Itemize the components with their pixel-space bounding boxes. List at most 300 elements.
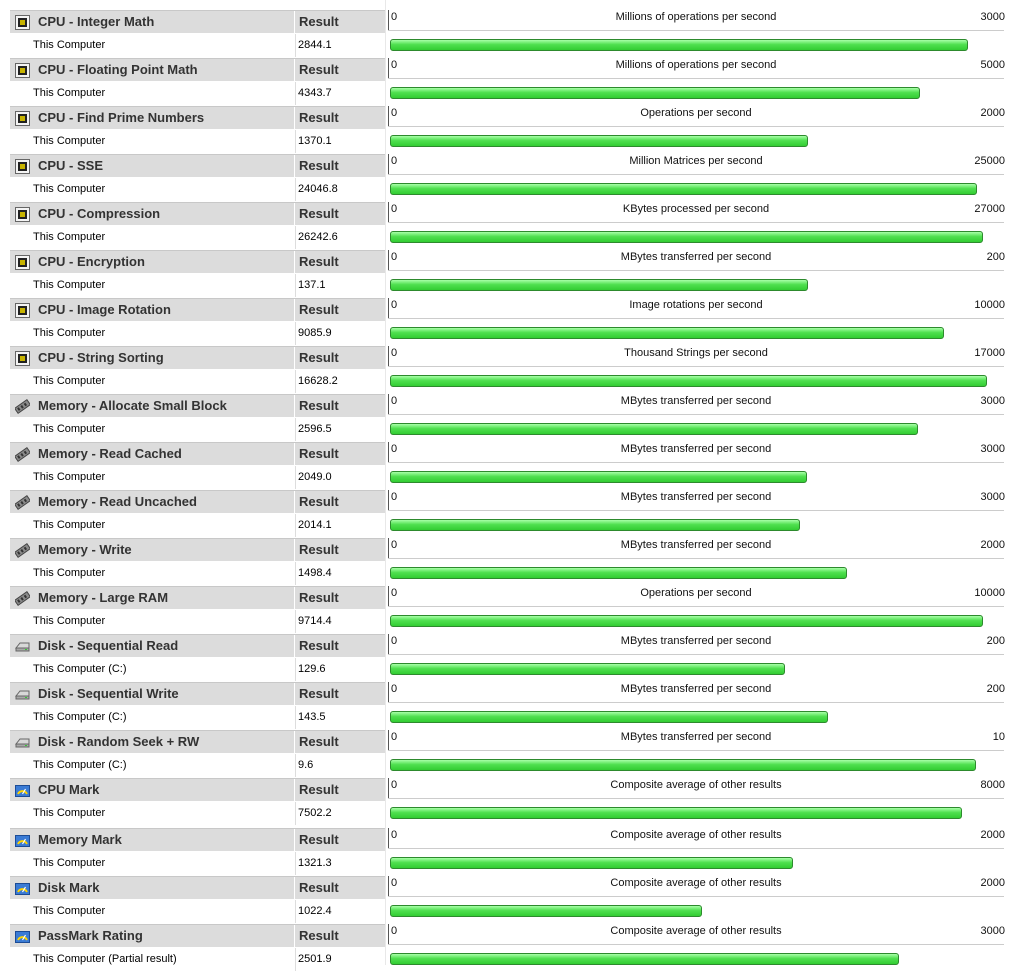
cpu-chip-icon [15, 159, 30, 174]
cell-divider [295, 562, 296, 585]
result-subject: This Computer (C:) [33, 663, 127, 675]
test-header[interactable] [10, 682, 385, 705]
result-value: 7502.2 [298, 807, 332, 819]
memory-stick-icon [15, 591, 30, 606]
cell-divider [295, 274, 296, 297]
memory-stick-icon [15, 495, 30, 510]
benchmark-row [0, 250, 1024, 298]
test-name-cell [10, 251, 295, 274]
result-bar-chart [387, 730, 1017, 778]
test-header[interactable] [10, 298, 385, 321]
chart-baseline [388, 222, 1004, 223]
chart-baseline [388, 558, 1004, 559]
test-name: Memory - Large RAM [38, 590, 169, 605]
test-name: Disk - Sequential Write [38, 686, 179, 701]
mark-gauge-icon [15, 833, 30, 848]
scale-max-label: 2000 [980, 539, 1005, 551]
benchmark-row [0, 154, 1024, 202]
result-bar [390, 759, 976, 771]
mark-gauge-icon [15, 929, 30, 944]
result-bar-chart [387, 250, 1017, 298]
chart-baseline [388, 270, 1004, 271]
benchmark-row [0, 106, 1024, 154]
result-subject: This Computer [33, 39, 106, 51]
test-header[interactable] [10, 346, 385, 369]
result-row [10, 34, 385, 57]
test-header[interactable] [10, 490, 385, 513]
result-bar-chart [387, 778, 1017, 826]
chart-baseline [388, 462, 1004, 463]
result-column-label: Result [299, 350, 339, 365]
result-subject: This Computer [33, 327, 106, 339]
cell-divider [295, 948, 296, 971]
scale-min-label: 0 [391, 925, 398, 937]
result-row [10, 802, 385, 825]
chart-baseline [388, 78, 1004, 79]
scale-unit-label: Composite average of other results [610, 877, 782, 889]
result-bar-chart [387, 154, 1017, 202]
test-name: CPU - Compression [38, 206, 161, 221]
result-row [10, 370, 385, 393]
result-bar [390, 615, 983, 627]
chart-baseline [388, 510, 1004, 511]
result-column-label: Result [299, 880, 339, 895]
test-name: Disk - Sequential Read [38, 638, 179, 653]
test-name-cell [10, 107, 295, 130]
test-name: Disk Mark [38, 880, 100, 895]
scale-unit-label: MBytes transferred per second [620, 491, 772, 503]
test-name-cell [10, 203, 295, 226]
result-value: 1321.3 [298, 857, 332, 869]
cell-divider [295, 418, 296, 441]
test-name-cell [10, 491, 295, 514]
test-header[interactable] [10, 394, 385, 417]
result-row [10, 948, 385, 971]
cell-divider [295, 370, 296, 393]
result-bar [390, 567, 847, 579]
test-header[interactable] [10, 924, 385, 947]
test-name-cell [10, 347, 295, 370]
result-row [10, 852, 385, 875]
scale-min-label: 0 [391, 539, 398, 551]
result-bar-chart [387, 876, 1017, 924]
memory-stick-icon [15, 543, 30, 558]
cell-divider [295, 226, 296, 249]
result-bar-chart [387, 586, 1017, 634]
result-subject: This Computer [33, 135, 106, 147]
scale-unit-label: Composite average of other results [610, 829, 782, 841]
result-subject: This Computer [33, 375, 106, 387]
scale-unit-label: Operations per second [640, 107, 752, 119]
result-subject: This Computer [33, 471, 106, 483]
scale-max-label: 27000 [974, 203, 1005, 215]
result-row [10, 322, 385, 345]
result-bar [390, 135, 808, 147]
chart-baseline [388, 126, 1004, 127]
memory-stick-icon [15, 399, 30, 414]
test-name-cell [10, 155, 295, 178]
scale-max-label: 2000 [980, 829, 1005, 841]
test-name-cell [10, 779, 295, 802]
test-header[interactable] [10, 538, 385, 561]
result-bar-chart [387, 202, 1017, 250]
scale-max-label: 10 [992, 731, 1005, 743]
benchmark-row [0, 346, 1024, 394]
mark-gauge-icon [15, 783, 30, 798]
result-value: 9714.4 [298, 615, 332, 627]
chart-baseline [388, 174, 1004, 175]
test-name-cell [10, 683, 295, 706]
test-name: Memory - Write [38, 542, 132, 557]
result-row [10, 178, 385, 201]
test-header[interactable] [10, 202, 385, 225]
result-column-label: Result [299, 398, 339, 413]
scale-min-label: 0 [391, 347, 398, 359]
result-value: 2014.1 [298, 519, 332, 531]
chart-baseline [388, 896, 1004, 897]
scale-unit-label: Composite average of other results [610, 779, 782, 791]
result-subject: This Computer [33, 183, 106, 195]
test-name-cell [10, 829, 295, 852]
result-value: 2596.5 [298, 423, 332, 435]
scale-max-label: 5000 [980, 59, 1005, 71]
benchmark-row [0, 538, 1024, 586]
test-name-cell [10, 587, 295, 610]
result-bar [390, 519, 800, 531]
cell-divider [295, 466, 296, 489]
test-name: CPU - SSE [38, 158, 104, 173]
cell-divider [295, 178, 296, 201]
result-value: 4343.7 [298, 87, 332, 99]
test-header[interactable] [10, 634, 385, 657]
test-name: Disk - Random Seek + RW [38, 734, 200, 749]
result-value: 129.6 [298, 663, 326, 675]
disk-drive-icon [15, 735, 30, 750]
result-bar-chart [387, 682, 1017, 730]
scale-max-label: 2000 [980, 107, 1005, 119]
cell-divider [295, 34, 296, 57]
test-name-cell [10, 539, 295, 562]
result-bar [390, 711, 828, 723]
scale-min-label: 0 [391, 731, 398, 743]
result-row [10, 418, 385, 441]
benchmark-row [0, 394, 1024, 442]
result-value: 2049.0 [298, 471, 332, 483]
scale-min-label: 0 [391, 59, 398, 71]
scale-max-label: 3000 [980, 925, 1005, 937]
scale-min-label: 0 [391, 779, 398, 791]
test-name-cell [10, 925, 295, 948]
chart-baseline [388, 702, 1004, 703]
result-value: 1498.4 [298, 567, 332, 579]
result-bar-chart [387, 924, 1017, 972]
cell-divider [295, 610, 296, 633]
result-row [10, 562, 385, 585]
result-row [10, 658, 385, 681]
scale-unit-label: MBytes transferred per second [620, 683, 772, 695]
test-name-cell [10, 59, 295, 82]
test-header[interactable] [10, 876, 385, 899]
scale-min-label: 0 [391, 829, 398, 841]
scale-unit-label: MBytes transferred per second [620, 443, 772, 455]
scale-min-label: 0 [391, 107, 398, 119]
scale-unit-label: MBytes transferred per second [620, 395, 772, 407]
result-subject: This Computer (C:) [33, 759, 127, 771]
test-header[interactable] [10, 106, 385, 129]
result-column-label: Result [299, 638, 339, 653]
scale-unit-label: MBytes transferred per second [620, 251, 772, 263]
scale-max-label: 8000 [980, 779, 1005, 791]
scale-max-label: 3000 [980, 11, 1005, 23]
result-subject: This Computer [33, 567, 106, 579]
scale-max-label: 17000 [974, 347, 1005, 359]
test-header[interactable] [10, 10, 385, 33]
result-bar-chart [387, 634, 1017, 682]
test-header[interactable] [10, 730, 385, 753]
cell-divider [295, 130, 296, 153]
test-name: CPU - Floating Point Math [38, 62, 198, 77]
cpu-chip-icon [15, 351, 30, 366]
cpu-chip-icon [15, 15, 30, 30]
scale-min-label: 0 [391, 299, 398, 311]
disk-drive-icon [15, 639, 30, 654]
scale-min-label: 0 [391, 443, 398, 455]
result-value: 1370.1 [298, 135, 332, 147]
result-bar-chart [387, 538, 1017, 586]
benchmark-row [0, 442, 1024, 490]
result-row [10, 900, 385, 923]
chart-baseline [388, 750, 1004, 751]
chart-baseline [388, 798, 1004, 799]
cell-divider [295, 514, 296, 537]
chart-baseline [388, 366, 1004, 367]
scale-unit-label: Operations per second [640, 587, 752, 599]
memory-stick-icon [15, 447, 30, 462]
scale-min-label: 0 [391, 587, 398, 599]
result-value: 2844.1 [298, 39, 332, 51]
disk-drive-icon [15, 687, 30, 702]
result-subject: This Computer [33, 615, 106, 627]
scale-max-label: 200 [986, 251, 1005, 263]
result-column-label: Result [299, 254, 339, 269]
result-column-label: Result [299, 734, 339, 749]
result-bar [390, 87, 920, 99]
cpu-chip-icon [15, 63, 30, 78]
scale-max-label: 200 [986, 683, 1005, 695]
result-bar [390, 231, 983, 243]
result-bar [390, 953, 899, 965]
test-name: CPU Mark [38, 782, 100, 797]
test-name: Memory Mark [38, 832, 122, 847]
result-row [10, 706, 385, 729]
result-bar [390, 663, 785, 675]
benchmark-row [0, 682, 1024, 730]
scale-min-label: 0 [391, 251, 398, 263]
result-column-label: Result [299, 14, 339, 29]
scale-min-label: 0 [391, 155, 398, 167]
test-name: Memory - Read Cached [38, 446, 182, 461]
test-header[interactable] [10, 250, 385, 273]
scale-unit-label: Thousand Strings per second [624, 347, 768, 359]
result-column-label: Result [299, 590, 339, 605]
result-bar-chart [387, 346, 1017, 394]
test-header[interactable] [10, 586, 385, 609]
cell-divider [295, 706, 296, 729]
result-subject: This Computer [33, 807, 106, 819]
result-column-label: Result [299, 542, 339, 557]
result-value: 24046.8 [298, 183, 338, 195]
test-name-cell [10, 11, 295, 34]
result-value: 1022.4 [298, 905, 332, 917]
result-bar [390, 375, 987, 387]
benchmark-row [0, 778, 1024, 828]
result-row [10, 610, 385, 633]
result-subject: This Computer [33, 231, 106, 243]
benchmark-row [0, 58, 1024, 106]
cell-divider [295, 754, 296, 777]
scale-unit-label: Image rotations per second [629, 299, 763, 311]
result-value: 137.1 [298, 279, 326, 291]
result-row [10, 226, 385, 249]
result-bar [390, 279, 808, 291]
scale-unit-label: Millions of operations per second [615, 11, 777, 23]
test-name-cell [10, 443, 295, 466]
cell-divider [295, 852, 296, 875]
result-row [10, 514, 385, 537]
scale-min-label: 0 [391, 11, 398, 23]
result-row [10, 466, 385, 489]
test-name-cell [10, 731, 295, 754]
result-bar-chart [387, 298, 1017, 346]
scale-unit-label: Millions of operations per second [615, 59, 777, 71]
result-subject: This Computer [33, 87, 106, 99]
result-row [10, 82, 385, 105]
result-bar-chart [387, 58, 1017, 106]
result-value: 26242.6 [298, 231, 338, 243]
result-subject: This Computer [33, 423, 106, 435]
test-header[interactable] [10, 154, 385, 177]
result-subject: This Computer [33, 857, 106, 869]
result-bar-chart [387, 106, 1017, 154]
scale-unit-label: MBytes transferred per second [620, 635, 772, 647]
scale-unit-label: MBytes transferred per second [620, 731, 772, 743]
scale-max-label: 200 [986, 635, 1005, 647]
cpu-chip-icon [15, 255, 30, 270]
test-header[interactable] [10, 58, 385, 81]
cell-divider [295, 900, 296, 923]
result-value: 9085.9 [298, 327, 332, 339]
result-column-label: Result [299, 494, 339, 509]
result-bar-chart [387, 828, 1017, 876]
benchmark-row [0, 586, 1024, 634]
result-column-label: Result [299, 446, 339, 461]
scale-max-label: 25000 [974, 155, 1005, 167]
mark-gauge-icon [15, 881, 30, 896]
chart-baseline [388, 606, 1004, 607]
result-row [10, 130, 385, 153]
test-name-cell [10, 395, 295, 418]
result-bar-chart [387, 490, 1017, 538]
benchmark-row [0, 730, 1024, 778]
scale-max-label: 3000 [980, 491, 1005, 503]
scale-min-label: 0 [391, 877, 398, 889]
benchmark-row [0, 298, 1024, 346]
result-column-label: Result [299, 206, 339, 221]
test-header[interactable] [10, 778, 385, 801]
chart-baseline [388, 944, 1004, 945]
scale-max-label: 10000 [974, 587, 1005, 599]
result-column-label: Result [299, 832, 339, 847]
result-row [10, 274, 385, 297]
result-subject: This Computer [33, 905, 106, 917]
result-column-label: Result [299, 782, 339, 797]
scale-max-label: 10000 [974, 299, 1005, 311]
cpu-chip-icon [15, 111, 30, 126]
scale-min-label: 0 [391, 395, 398, 407]
test-name-cell [10, 635, 295, 658]
result-subject: This Computer (C:) [33, 711, 127, 723]
test-name: CPU - String Sorting [38, 350, 164, 365]
test-name: CPU - Find Prime Numbers [38, 110, 205, 125]
result-bar-chart [387, 394, 1017, 442]
benchmark-row [0, 10, 1024, 58]
test-name: CPU - Encryption [38, 254, 145, 269]
scale-min-label: 0 [391, 491, 398, 503]
result-bar-chart [387, 10, 1017, 58]
test-name: CPU - Image Rotation [38, 302, 171, 317]
cpu-chip-icon [15, 207, 30, 222]
cell-divider [295, 802, 296, 825]
result-column-label: Result [299, 62, 339, 77]
result-bar [390, 857, 793, 869]
test-name: PassMark Rating [38, 928, 143, 943]
benchmark-row [0, 876, 1024, 924]
scale-min-label: 0 [391, 635, 398, 647]
result-value: 16628.2 [298, 375, 338, 387]
result-subject: This Computer (Partial result) [33, 953, 177, 965]
scale-max-label: 3000 [980, 395, 1005, 407]
test-header[interactable] [10, 442, 385, 465]
result-bar [390, 905, 702, 917]
benchmark-row [0, 490, 1024, 538]
chart-baseline [388, 848, 1004, 849]
benchmark-row [0, 634, 1024, 682]
benchmark-row [0, 924, 1024, 972]
scale-unit-label: KBytes processed per second [622, 203, 770, 215]
cpu-chip-icon [15, 303, 30, 318]
scale-unit-label: MBytes transferred per second [620, 539, 772, 551]
cell-divider [295, 82, 296, 105]
scale-min-label: 0 [391, 683, 398, 695]
test-name: Memory - Allocate Small Block [38, 398, 227, 413]
result-value: 9.6 [298, 759, 314, 771]
result-bar [390, 183, 977, 195]
result-bar [390, 471, 807, 483]
scale-unit-label: Million Matrices per second [629, 155, 763, 167]
result-subject: This Computer [33, 519, 106, 531]
benchmark-row [0, 202, 1024, 250]
scale-max-label: 3000 [980, 443, 1005, 455]
result-bar [390, 327, 944, 339]
result-value: 143.5 [298, 711, 326, 723]
scale-unit-label: Composite average of other results [610, 925, 782, 937]
result-subject: This Computer [33, 279, 106, 291]
result-row [10, 754, 385, 777]
result-value: 2501.9 [298, 953, 332, 965]
scale-max-label: 2000 [980, 877, 1005, 889]
test-header[interactable] [10, 828, 385, 851]
result-bar [390, 423, 918, 435]
